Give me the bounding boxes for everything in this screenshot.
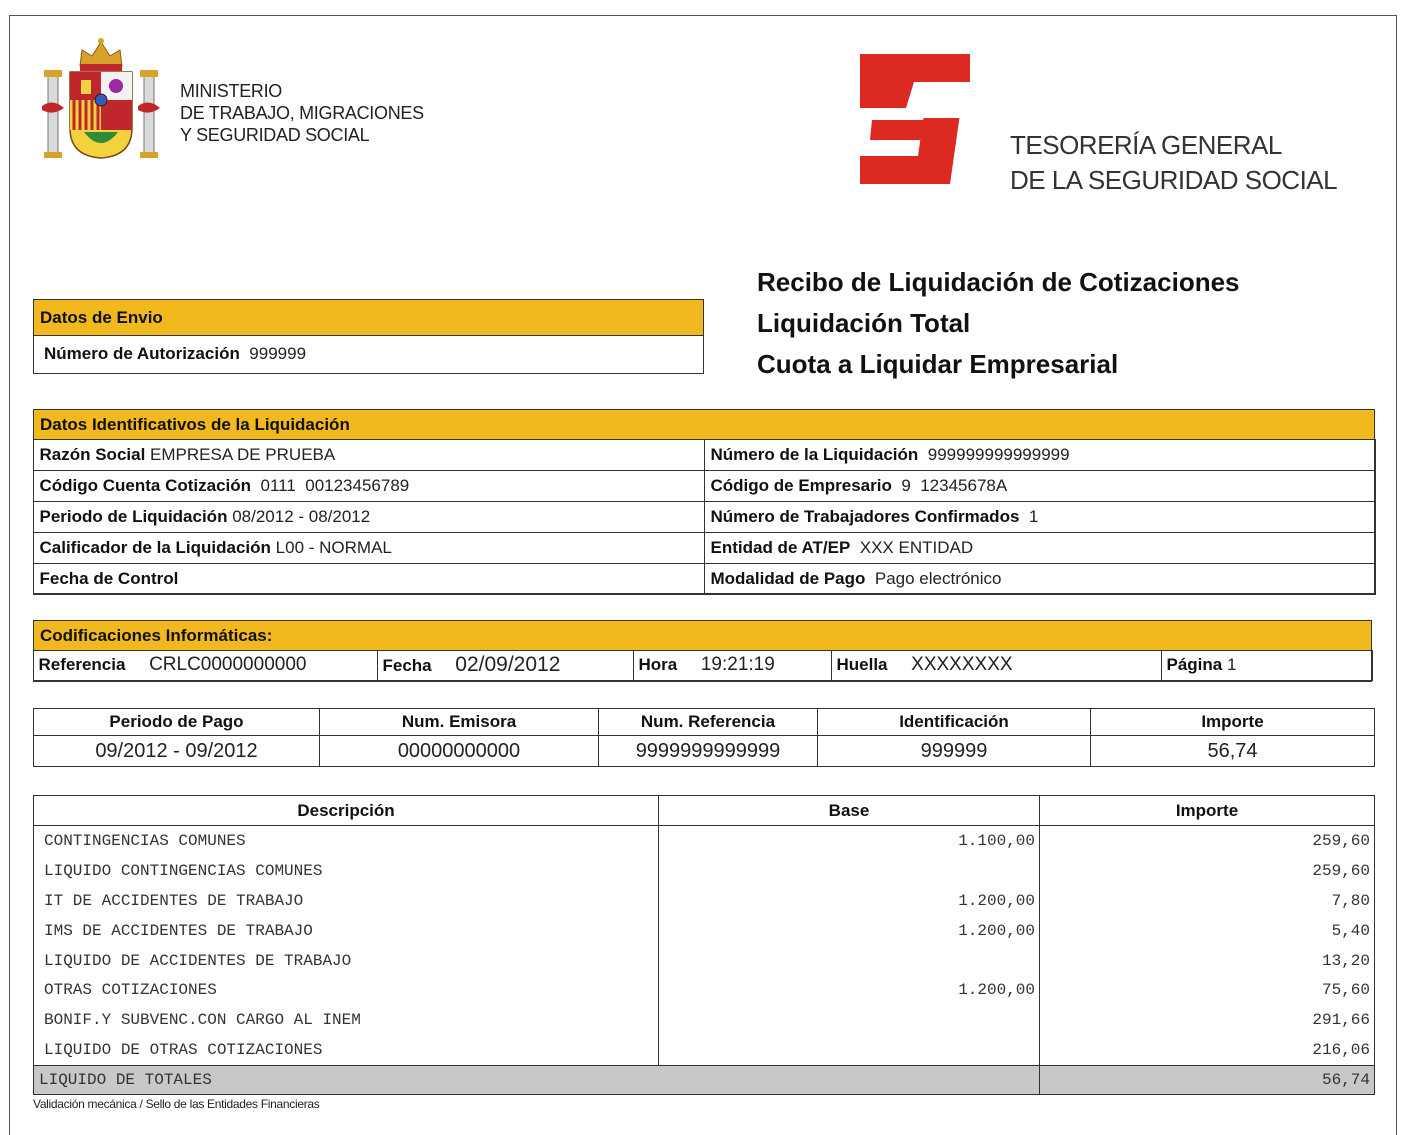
codificaciones-header: Codificaciones Informáticas:: [34, 621, 1371, 651]
referencia-label: Referencia: [38, 655, 126, 674]
total-value: 56,74: [1040, 1066, 1375, 1095]
numero-liquidacion-label: Número de la Liquidación: [710, 444, 919, 464]
base-cell: [659, 856, 1040, 886]
numero-liquidacion-value: 999999999999999: [927, 444, 1070, 464]
table-row: [34, 1035, 1375, 1065]
periodo-pago-header: Periodo de Pago: [34, 709, 320, 736]
periodo-liquidacion-value: 08/2012 - 08/2012: [232, 506, 371, 526]
num-emisora-value: 00000000000: [320, 736, 599, 767]
pagina-value: 1: [1226, 655, 1237, 674]
codificaciones-table: [33, 650, 1373, 681]
num-referencia-header: Num. Referencia: [599, 709, 818, 736]
importe-cell: 13,20: [1040, 946, 1375, 976]
table-row: [34, 856, 1375, 886]
autorizacion-label: Número de Autorización: [44, 344, 240, 363]
razon-social-value: EMPRESA DE PRUEBA: [150, 444, 336, 464]
descripcion-cell: BONIF.Y SUBVENC.CON CARGO AL INEM: [34, 1005, 659, 1035]
envio-box: [33, 299, 704, 374]
identificacion-header: Identificación: [818, 709, 1091, 736]
table-row: [34, 886, 1375, 916]
modalidad-pago-label: Modalidad de Pago: [710, 568, 866, 588]
base-cell: 1.100,00: [659, 826, 1040, 856]
base-cell: 1.200,00: [659, 975, 1040, 1005]
tgss-line-2: DE LA SEGURIDAD SOCIAL: [1010, 165, 1338, 195]
pagina-label: Página: [1166, 655, 1223, 674]
descripcion-cell: OTRAS COTIZACIONES: [34, 975, 659, 1005]
entidad-value: XXX ENTIDAD: [859, 537, 974, 557]
table-row: [34, 1005, 1375, 1035]
identificativos-header: Datos Identificativos de la Liquidación: [34, 410, 1374, 440]
envio-header: Datos de Envio: [34, 300, 703, 336]
base-cell: [659, 1035, 1040, 1065]
calificador-value: L00 - NORMAL: [275, 537, 392, 557]
autorizacion-value: 999999: [249, 344, 307, 363]
tgss-line-1: TESORERÍA GENERAL: [1010, 130, 1282, 160]
footer-note: Validación mecánica / Sello de las Entidades Financieras: [33, 1097, 320, 1111]
total-label: LIQUIDO DE TOTALES: [34, 1066, 1040, 1095]
importe-cell: 259,60: [1040, 856, 1375, 886]
coat-of-arms-logo: [40, 36, 162, 160]
huella-value: XXXXXXXX: [911, 654, 1013, 675]
table-row: [34, 796, 1375, 826]
pago-table: [33, 708, 1375, 767]
base-cell: 1.200,00: [659, 916, 1040, 946]
importe-cell: 5,40: [1040, 916, 1375, 946]
importe-header: Importe: [1040, 796, 1375, 826]
table-row: [34, 975, 1375, 1005]
razon-social-label: Razón Social: [39, 444, 146, 464]
codificaciones-box: [33, 620, 1372, 682]
periodo-pago-value: 09/2012 - 09/2012: [34, 736, 320, 767]
referencia-value: CRLC0000000000: [149, 654, 307, 675]
table-row: [34, 709, 1375, 736]
descripcion-cell: LIQUIDO DE OTRAS COTIZACIONES: [34, 1035, 659, 1065]
table-row: [34, 946, 1375, 976]
base-cell: 1.200,00: [659, 886, 1040, 916]
identificativos-table: [33, 439, 1376, 595]
descripcion-header: Descripción: [34, 796, 659, 826]
fecha-control-label: Fecha de Control: [39, 568, 179, 588]
num-referencia-value: 9999999999999: [599, 736, 818, 767]
identificacion-value: 999999: [818, 736, 1091, 767]
trabajadores-value: 1: [1028, 506, 1039, 526]
ccc-label: Código Cuenta Cotización: [39, 475, 252, 495]
importe-cell: 7,80: [1040, 886, 1375, 916]
descripcion-cell: IT DE ACCIDENTES DE TRABAJO: [34, 886, 659, 916]
title-cuota: Cuota a Liquidar Empresarial: [757, 349, 1119, 379]
importe-header: Importe: [1091, 709, 1375, 736]
base-cell: [659, 946, 1040, 976]
importe-cell: 75,60: [1040, 975, 1375, 1005]
total-row: [34, 1066, 1375, 1095]
table-row: [34, 736, 1375, 767]
tgss-name: [1010, 128, 1337, 198]
base-cell: [659, 1005, 1040, 1035]
table-row: [34, 916, 1375, 946]
ministry-name: [180, 80, 424, 146]
identificativos-box: [33, 409, 1375, 594]
entidad-label: Entidad de AT/EP: [710, 537, 851, 557]
codigo-empresario-label: Código de Empresario: [710, 475, 892, 495]
autorizacion-row: [34, 336, 703, 372]
ministry-line-1: MINISTERIO: [180, 81, 283, 101]
trabajadores-label: Número de Trabajadores Confirmados: [710, 506, 1020, 526]
importe-cell: 216,06: [1040, 1035, 1375, 1065]
descripcion-cell: IMS DE ACCIDENTES DE TRABAJO: [34, 916, 659, 946]
table-row: [33, 439, 1375, 470]
table-row: [33, 532, 1375, 563]
importe-cell: 291,66: [1040, 1005, 1375, 1035]
table-row: [33, 563, 1375, 594]
descripcion-cell: LIQUIDO CONTINGENCIAS COMUNES: [34, 856, 659, 886]
huella-label: Huella: [836, 655, 888, 674]
modalidad-pago-value: Pago electrónico: [874, 568, 1002, 588]
fecha-value: 02/09/2012: [455, 653, 561, 676]
table-row: [33, 470, 1375, 501]
ccc-value: 0111 00123456789: [260, 475, 410, 495]
base-header: Base: [659, 796, 1040, 826]
detalle-table: [33, 795, 1375, 1095]
descripcion-cell: LIQUIDO DE ACCIDENTES DE TRABAJO: [34, 946, 659, 976]
periodo-liquidacion-label: Periodo de Liquidación: [39, 506, 228, 526]
importe-cell: 259,60: [1040, 826, 1375, 856]
document-titles: [757, 262, 1240, 385]
importe-value: 56,74: [1091, 736, 1375, 767]
ministry-line-2: DE TRABAJO, MIGRACIONES: [180, 103, 424, 123]
codigo-empresario-value: 9 12345678A: [901, 475, 1008, 495]
fecha-label: Fecha: [382, 656, 432, 675]
title-liquidacion-total: Liquidación Total: [757, 308, 971, 338]
hora-value: 19:21:19: [700, 654, 775, 675]
table-row: [33, 501, 1375, 532]
tgss-logo-icon: [858, 52, 972, 186]
calificador-label: Calificador de la Liquidación: [39, 537, 271, 557]
num-emisora-header: Num. Emisora: [320, 709, 599, 736]
table-row: [33, 650, 1372, 680]
table-row: [34, 826, 1375, 856]
hora-label: Hora: [638, 655, 678, 674]
ministry-line-3: Y SEGURIDAD SOCIAL: [180, 125, 370, 145]
descripcion-cell: CONTINGENCIAS COMUNES: [34, 826, 659, 856]
title-recibo: Recibo de Liquidación de Cotizaciones: [757, 267, 1240, 297]
